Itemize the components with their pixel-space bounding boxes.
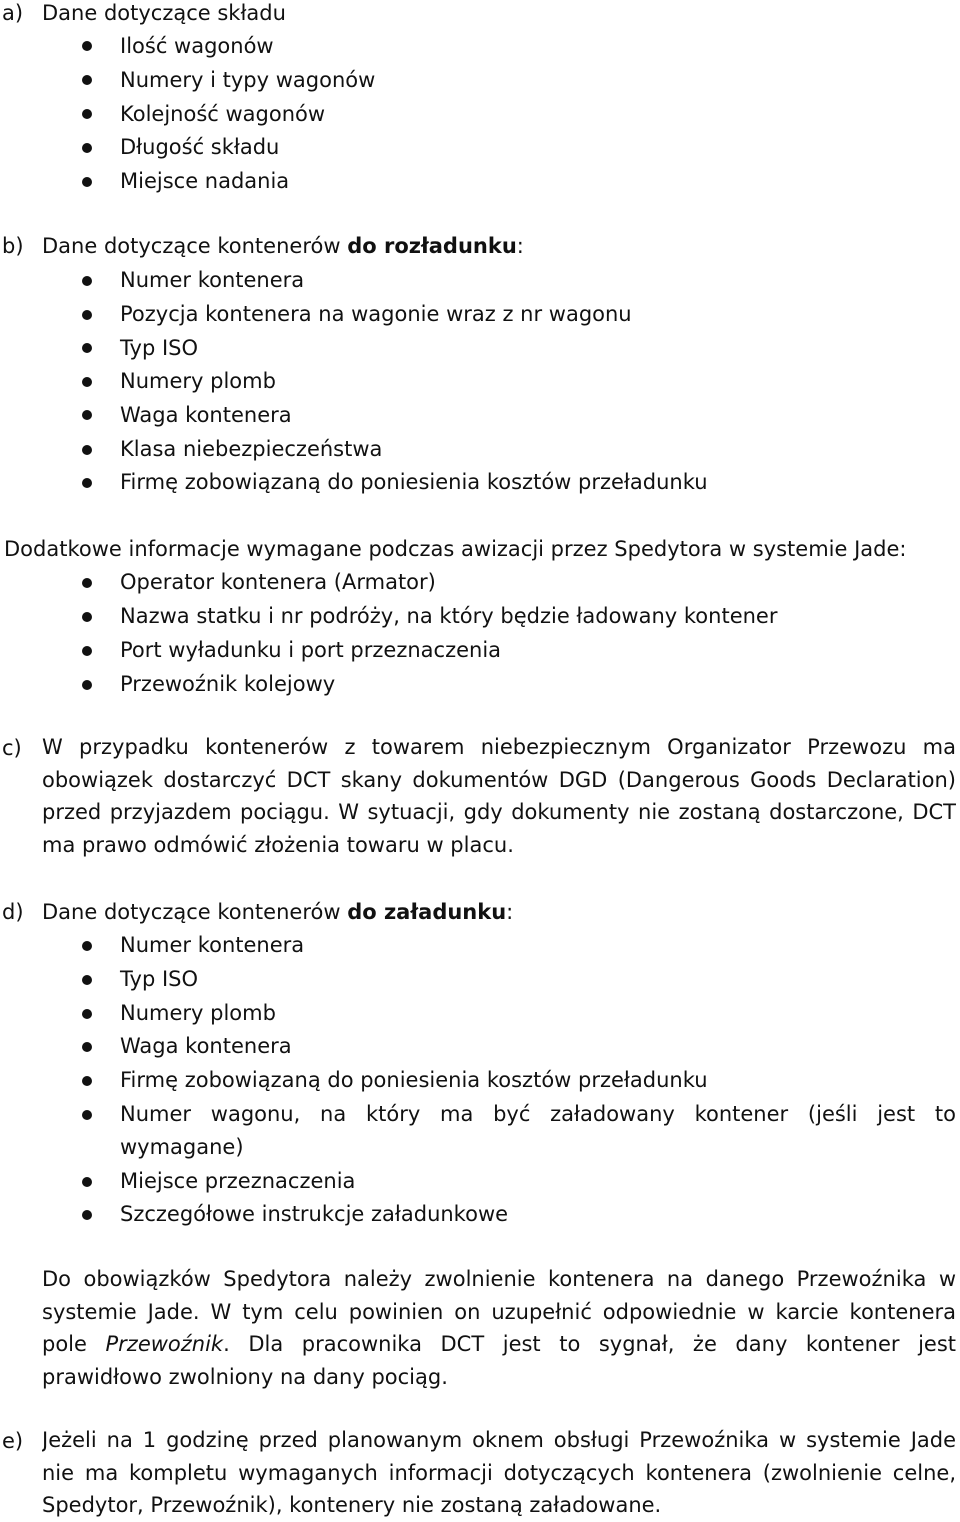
section-d-item: Szczegółowe instrukcje załadunkowe <box>120 1202 509 1226</box>
forwarder-line: systemie Jade. W tym celu powinien on uzupełnić odpowiednie w karcie kontenera <box>42 1299 956 1324</box>
additional-heading: Dodatkowe informacje wymagane podczas awizacji przez Spedytora w systemie Jade: <box>4 537 907 561</box>
bullet-icon <box>82 41 92 51</box>
section-c-line: W przypadku kontenerów z towarem niebezpiecznym Organizator Przewozu ma <box>42 735 956 759</box>
forwarder-line3-italic: Przewoźnik <box>105 1332 224 1356</box>
section-b-item: Firmę zobowiązaną do poniesienia kosztów przeładunku <box>120 470 708 494</box>
forwarder-line: Do obowiązków Spedytora należy zwolnienie kontenera na danego Przewoźnika w <box>42 1267 956 1291</box>
bullet-icon <box>82 75 92 85</box>
section-a-marker: a) <box>2 1 24 25</box>
section-a-item: Miejsce nadania <box>120 169 290 193</box>
additional-item: Operator kontenera (Armator) <box>120 570 436 594</box>
section-b-item: Numer kontenera <box>120 268 305 292</box>
section-d-marker: d) <box>2 900 24 924</box>
section-d-item: Numer kontenera <box>120 933 305 957</box>
additional-item: Port wyładunku i port przeznaczenia <box>120 638 502 662</box>
bullet-icon <box>82 1177 92 1187</box>
section-b-heading-bold: do rozładunku <box>347 234 517 258</box>
bullet-icon <box>82 109 92 119</box>
section-c-line: obowiązek dostarczyć DCT skany dokumentów DGD (Dangerous Goods Declaration) <box>42 767 956 792</box>
section-e-line: Spedytor, Przewoźnik), kontenery nie zostaną załadowane. <box>42 1493 662 1517</box>
section-d-long-item <box>120 1098 956 1163</box>
section-d-item: Firmę zobowiązaną do poniesienia kosztów przeładunku <box>120 1068 708 1092</box>
bullet-icon <box>82 177 92 187</box>
additional-item: Nazwa statku i nr podróży, na który będzie ładowany kontener <box>120 604 778 628</box>
section-a-item: Długość składu <box>120 135 280 159</box>
forwarder-line <box>42 1328 956 1361</box>
forwarder-line: prawidłowo zwolniony na dany pociąg. <box>42 1364 448 1389</box>
section-b-item: Typ ISO <box>120 336 199 360</box>
section-d-item: Typ ISO <box>120 967 199 991</box>
section-e-paragraph <box>42 1424 956 1522</box>
section-c-line: przed przyjazdem pociągu. W sytuacji, gdy dokumenty nie zostaną dostarczone, DCT <box>42 800 956 824</box>
forwarder-line3-prefix: pole <box>42 1332 106 1356</box>
bullet-icon <box>82 578 92 588</box>
section-a-item: Kolejność wagonów <box>120 102 326 126</box>
bullet-icon <box>82 343 92 353</box>
section-e-line: nie ma kompletu wymaganych informacji dotyczących kontenera (zwolnienie celne, <box>42 1460 956 1485</box>
section-d-heading-prefix: Dane dotyczące kontenerów <box>42 900 348 924</box>
section-a-heading: Dane dotyczące składu <box>42 1 286 25</box>
section-c-marker: c) <box>2 736 22 760</box>
forwarder-paragraph <box>42 1263 956 1393</box>
section-e-line: Jeżeli na 1 godzinę przed planowanym oknem obsługi Przewoźnika w systemie Jade <box>42 1428 956 1452</box>
bullet-icon <box>82 680 92 690</box>
section-b-heading-prefix: Dane dotyczące kontenerów <box>42 234 348 258</box>
bullet-icon <box>82 646 92 656</box>
section-a-item: Numery i typy wagonów <box>120 68 376 92</box>
bullet-icon <box>82 941 92 951</box>
section-b-heading-suffix: : <box>516 234 524 258</box>
bullet-icon <box>82 377 92 387</box>
section-d-item: Miejsce przeznaczenia <box>120 1169 356 1193</box>
bullet-icon <box>82 410 92 420</box>
bullet-icon <box>82 975 92 985</box>
bullet-icon <box>82 276 92 286</box>
section-b-item: Klasa niebezpieczeństwa <box>120 437 383 461</box>
additional-item: Przewoźnik kolejowy <box>120 672 336 696</box>
section-d-long-item-line: wymagane) <box>120 1134 244 1159</box>
section-c-paragraph <box>42 731 956 861</box>
section-b-heading <box>42 233 524 259</box>
bullet-icon <box>82 310 92 320</box>
section-b-item: Pozycja kontenera na wagonie wraz z nr wagonu <box>120 302 632 326</box>
section-d-item: Waga kontenera <box>120 1034 292 1058</box>
section-d-heading-suffix: : <box>506 900 514 924</box>
section-e-marker: e) <box>2 1429 24 1453</box>
section-d-item: Numery plomb <box>120 1001 276 1025</box>
bullet-icon <box>82 1110 92 1120</box>
bullet-icon <box>82 478 92 488</box>
bullet-icon <box>82 612 92 622</box>
bullet-icon <box>82 1076 92 1086</box>
forwarder-line3-suffix: . Dla pracownika DCT jest to sygnał, że dany kontener jest <box>223 1332 956 1356</box>
bullet-icon <box>82 1042 92 1052</box>
section-d-heading <box>42 899 513 925</box>
bullet-icon <box>82 1210 92 1220</box>
section-b-item: Numery plomb <box>120 369 276 393</box>
section-b-item: Waga kontenera <box>120 403 292 427</box>
bullet-icon <box>82 445 92 455</box>
bullet-icon <box>82 1009 92 1019</box>
section-d-heading-bold: do załadunku <box>347 900 507 924</box>
section-d-long-item-line: Numer wagonu, na który ma być załadowany kontener (jeśli jest to <box>120 1102 956 1126</box>
bullet-icon <box>82 143 92 153</box>
section-a-item: Ilość wagonów <box>120 34 274 58</box>
section-b-marker: b) <box>2 234 24 258</box>
section-c-line: ma prawo odmówić złożenia towaru w placu. <box>42 832 514 857</box>
